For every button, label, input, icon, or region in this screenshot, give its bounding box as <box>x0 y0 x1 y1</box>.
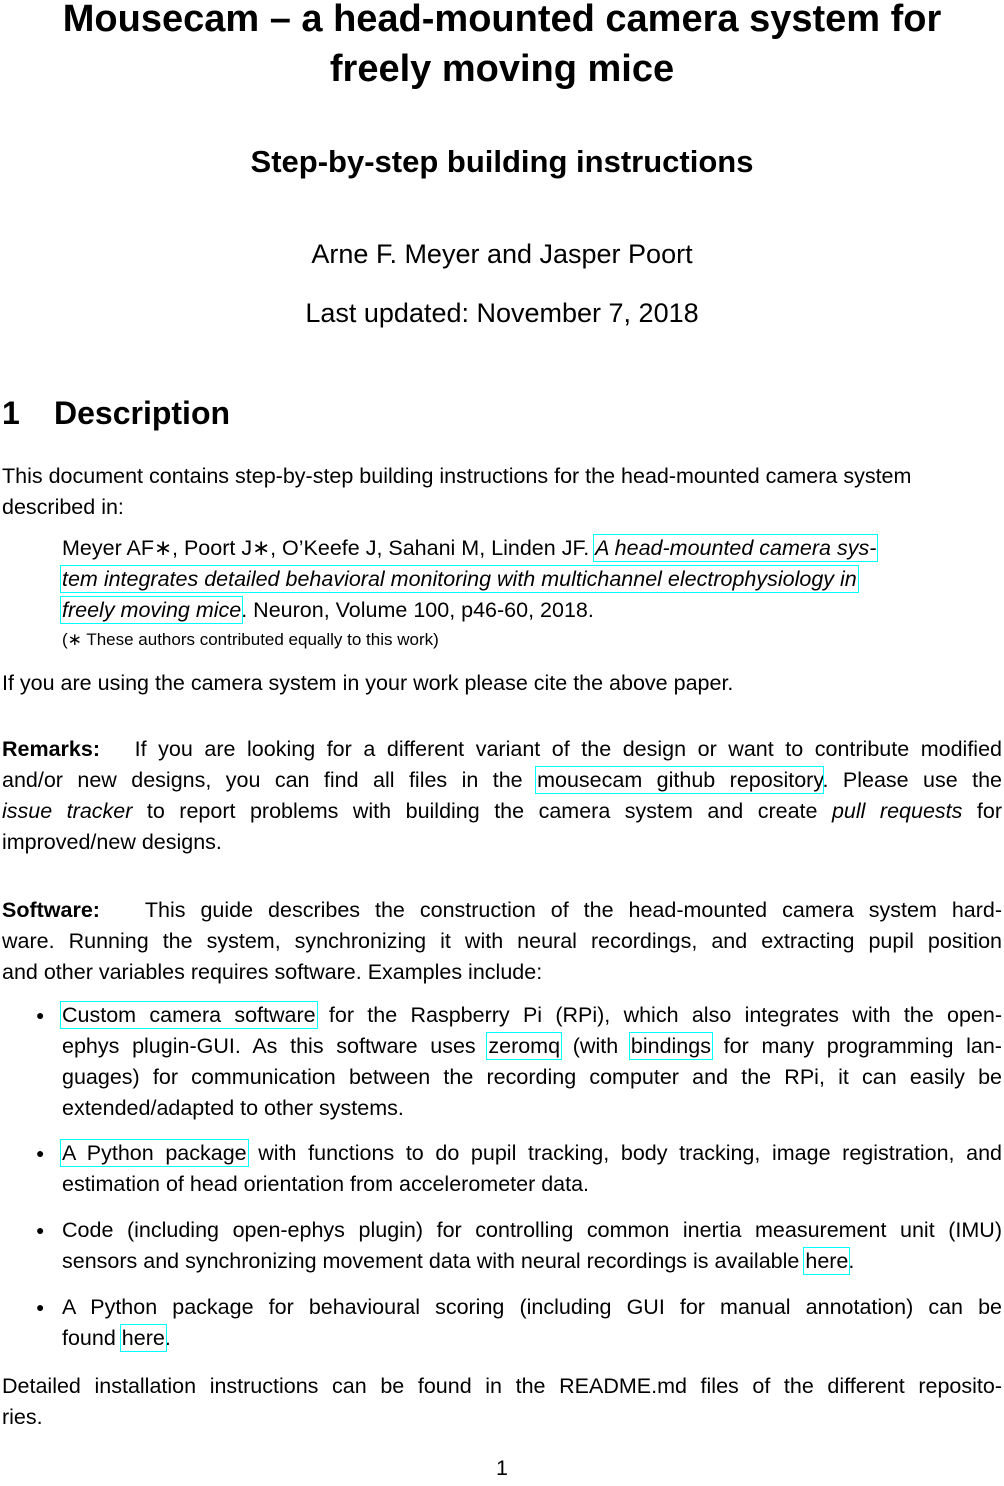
remarks-text-1: If you are looking for a different variant of the design or want to contribute modified <box>134 737 1002 761</box>
remarks-line-4: improved/new designs. <box>2 830 222 854</box>
bullet-2-line-2: estimation of head orientation from accelerometer data. <box>62 1172 590 1196</box>
zeromq-link[interactable]: zeromq <box>488 1034 561 1058</box>
remarks-paragraph <box>2 734 1002 858</box>
paper-link-part-1[interactable]: A head-mounted camera sys- <box>595 536 877 560</box>
citation-journal: . Neuron, Volume 100, p46-60, 2018. <box>241 598 594 622</box>
paper-link-part-2[interactable]: tem integrates detailed behavioral monitoring with multichannel electrophysiology in <box>62 567 857 591</box>
remarks-line-3 <box>2 796 1002 827</box>
bullet-1-line-2 <box>62 1031 1002 1062</box>
closing-line-2: ries. <box>2 1405 43 1429</box>
title-line-1: Mousecam – a head-mounted camera system for <box>62 0 942 40</box>
section-heading <box>2 393 230 433</box>
bullet-1-line-4: extended/adapted to other systems. <box>62 1096 404 1120</box>
camera-software-link[interactable]: Custom camera software <box>62 1003 316 1027</box>
remarks-text-2: and/or new designs, you can find all files in the <box>2 768 523 792</box>
remarks-text-2b: . Please use the <box>822 768 1003 792</box>
bullet-dot-1: ● <box>36 1007 45 1023</box>
software-text-1: This guide describes the construction of the head-mounted camera system hard- <box>144 898 1003 922</box>
document-authors: Arne F. Meyer and Jasper Poort <box>311 239 693 269</box>
bullet-3-text-2: sensors and synchronizing movement data with neural recordings is available <box>62 1249 800 1273</box>
remarks-text-3b: for <box>976 799 1002 823</box>
equal-contribution-note: (∗ These authors contributed equally to this work) <box>62 630 439 649</box>
software-paragraph <box>2 895 1002 988</box>
bullet-1-line-1 <box>62 1000 1002 1031</box>
bullet-item-2 <box>62 1138 1002 1200</box>
bullet-1-text-2b: (with <box>572 1034 619 1058</box>
bullet-1-text-2a: ephys plugin-GUI. As this software uses <box>62 1034 476 1058</box>
bullet-3-period: . <box>848 1249 855 1273</box>
software-line-2: ware. Running the system, synchronizing it with neural recordings, and extracting pupil position <box>2 929 1002 953</box>
bullet-4-period: . <box>164 1326 171 1350</box>
behavioural-scoring-link[interactable]: here <box>121 1326 165 1350</box>
software-label: Software: <box>2 898 100 922</box>
bullet-1-text-1: for the Raspberry Pi (RPi), which also integrates with the open- <box>328 1003 1002 1027</box>
python-package-link[interactable]: A Python package <box>62 1141 247 1165</box>
remarks-label: Remarks: <box>2 737 100 761</box>
remarks-text-3: to report problems with building the camera system and create <box>146 799 818 823</box>
github-repository-link[interactable]: mousecam github repository <box>537 768 823 792</box>
bullet-4-line-2 <box>62 1323 1002 1354</box>
intro-line-1: This document contains step-by-step building instructions for the head-mounted camera system <box>2 464 912 488</box>
closing-paragraph <box>2 1371 1002 1433</box>
citation-authors: Meyer AF∗, Poort J∗, O’Keefe J, Sahani M, Linden JF. <box>62 536 590 560</box>
bullet-item-3 <box>62 1215 1002 1277</box>
bullet-3-line-2 <box>62 1246 1002 1277</box>
paper-link-part-3[interactable]: freely moving mice <box>62 598 242 622</box>
cite-request-line: If you are using the camera system in your work please cite the above paper. <box>2 671 734 695</box>
document-subtitle: Step-by-step building instructions <box>250 144 754 179</box>
bullet-dot-3: ● <box>36 1222 45 1238</box>
bullet-2-text-1: with functions to do pupil tracking, body tracking, image registration, and <box>258 1141 1003 1165</box>
remarks-line-2 <box>2 765 1002 796</box>
pull-requests-term: pull requests <box>831 799 963 823</box>
bullet-dot-4: ● <box>36 1299 45 1315</box>
document-date: Last updated: November 7, 2018 <box>305 298 699 328</box>
issue-tracker-term: issue tracker <box>2 799 133 823</box>
imu-code-link[interactable]: here <box>805 1249 849 1273</box>
bullet-1-text-2c: for many programming lan- <box>723 1034 1002 1058</box>
cite-request <box>2 668 1002 699</box>
title-line-2: freely moving mice <box>329 48 675 90</box>
bullet-4-line-1: A Python package for behavioural scoring (including GUI for manual annotation) can be <box>62 1295 1002 1319</box>
intro-line-2: described in: <box>2 495 124 519</box>
citation-line-3 <box>62 595 962 626</box>
software-line-3: and other variables requires software. Examples include: <box>2 960 543 984</box>
bullet-4-text-2: found <box>62 1326 116 1350</box>
citation-block <box>62 533 962 626</box>
bullet-2-line-1 <box>62 1138 1002 1169</box>
bullet-item-4 <box>62 1292 1002 1354</box>
closing-line-1: Detailed installation instructions can be found in the README.md files of the different reposito- <box>2 1374 1002 1398</box>
citation-line-1 <box>62 533 962 564</box>
section-title: Description <box>54 395 231 431</box>
citation-line-2 <box>62 564 962 595</box>
bullet-dot-2: ● <box>36 1145 45 1161</box>
software-line-1 <box>2 895 1002 926</box>
bullet-3-line-1: Code (including open-ephys plugin) for controlling common inertia measurement unit (IMU) <box>62 1218 1002 1242</box>
remarks-line-1 <box>2 734 1002 765</box>
bindings-link[interactable]: bindings <box>630 1034 711 1058</box>
section-number: 1 <box>2 395 20 431</box>
bullet-1-line-3: guages) for communication between the recording computer and the RPi, it can easily be <box>62 1065 1002 1089</box>
page-number: 1 <box>496 1456 508 1480</box>
bullet-item-1 <box>62 1000 1002 1124</box>
document-title <box>0 0 1004 94</box>
intro-paragraph <box>2 461 1002 523</box>
